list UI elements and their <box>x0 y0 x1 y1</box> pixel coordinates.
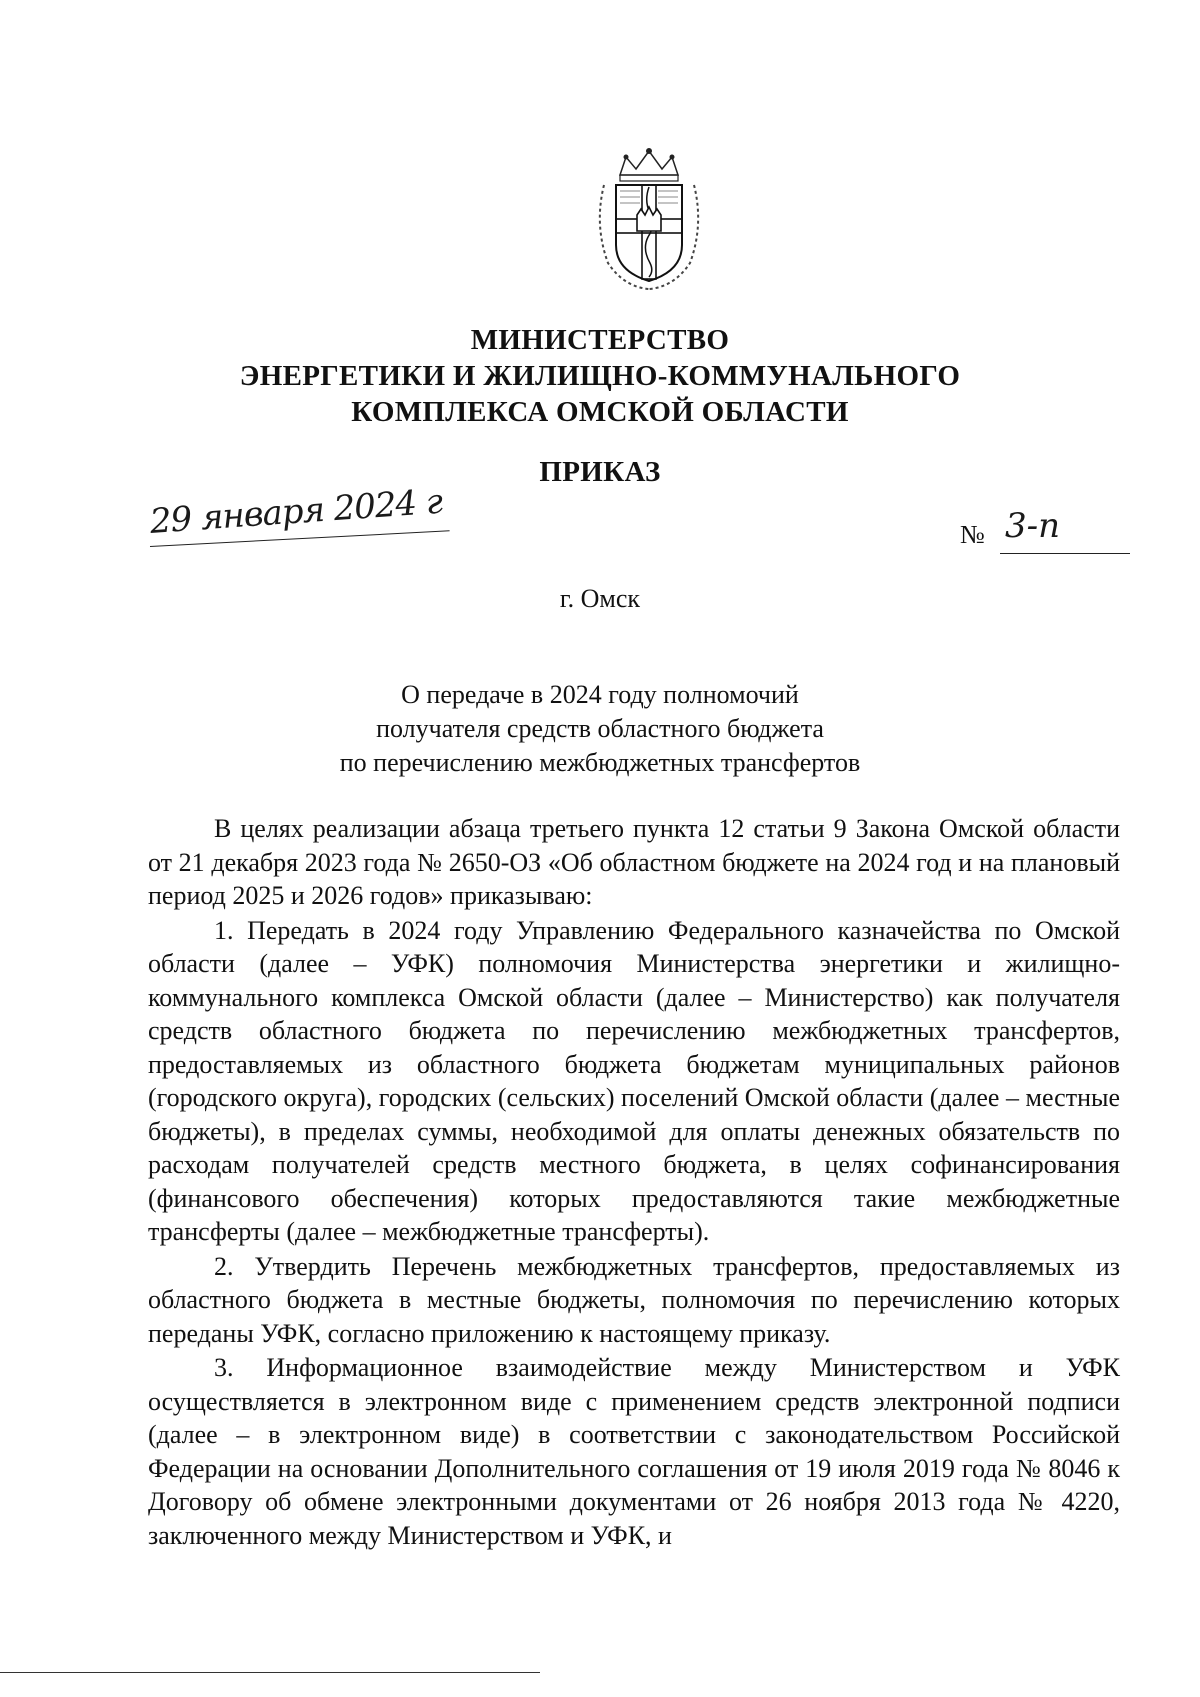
ministry-name-line-2: ЭНЕРГЕТИКИ И ЖИЛИЩНО-КОММУНАЛЬНОГО <box>239 360 961 392</box>
order-title-line-1: О передаче в 2024 году полномочий <box>401 680 799 709</box>
item-2-paragraph: 2. Утвердить Перечень межбюджетных трансфертов, предоставляемых из областного бюджета в местные бюджеты, полномочия по перечислению которых переданы УФК, согласно приложению к настоящему приказу. <box>148 1251 1120 1348</box>
order-title-line-3: по перечислению межбюджетных трансфертов <box>339 748 861 777</box>
handwritten-order-number: 3-п <box>1005 506 1061 546</box>
number-underline <box>1000 553 1130 554</box>
ministry-name-line-3: КОМПЛЕКСА ОМСКОЙ ОБЛАСТИ <box>351 396 849 428</box>
issue-city: г. Омск <box>559 584 641 613</box>
order-title-line-2: получателя средств областного бюджета <box>376 714 824 743</box>
order-title <box>0 678 1200 780</box>
handwritten-order-date: 29 января 2024 г <box>148 481 444 542</box>
item-3-paragraph: 3. Информационное взаимодействие между Министерством и УФК осуществляется в электронном виде с применением средств электронной подписи (далее – в электронном виде) в соответствии с законодательством Российской Федерации на основании Дополнительного соглашения от 19 июля 2019 года № 8046 к Договору об обмене электронными документами от 26 ноября 2013 года № 4220, заключенного между Министерством и УФК, и <box>148 1353 1120 1550</box>
coat-of-arms-icon <box>590 145 708 293</box>
page-footer-rule <box>0 1672 540 1673</box>
item-1-paragraph: 1. Передать в 2024 году Управлению Федерального казначейства по Омской области (далее – УФК) полномочия Министерства энергетики и жилищно-коммунального комплекса Омской области (далее – Министерство) как получателя средств областного бюджета по перечислению межбюджетных трансфертов, предоставляемых из областного бюджета бюджетам муниципальных районов (городского округа), городских (сельских) поселений Омской области (далее – местные бюджеты), в пределах суммы, необходимой для оплаты денежных обязательств по расходам получателей средств местного бюджета, в целях софинансирования (финансового обеспечения) которых предоставляются такие межбюджетные трансферты (далее – межбюджетные трансферты). <box>148 915 1120 1246</box>
document-type: ПРИКАЗ <box>539 456 661 488</box>
order-number-sign: № <box>960 520 985 549</box>
order-body <box>148 812 1120 1553</box>
preamble-paragraph: В целях реализации абзаца третьего пункта 12 статьи 9 Закона Омской области от 21 декабря 2023 года № 2650-ОЗ «Об областном бюджете на 2024 год и на плановый период 2025 и 2026 годов» приказываю: <box>148 814 1120 910</box>
ministry-name-line-1: МИНИСТЕРСТВО <box>470 324 730 356</box>
